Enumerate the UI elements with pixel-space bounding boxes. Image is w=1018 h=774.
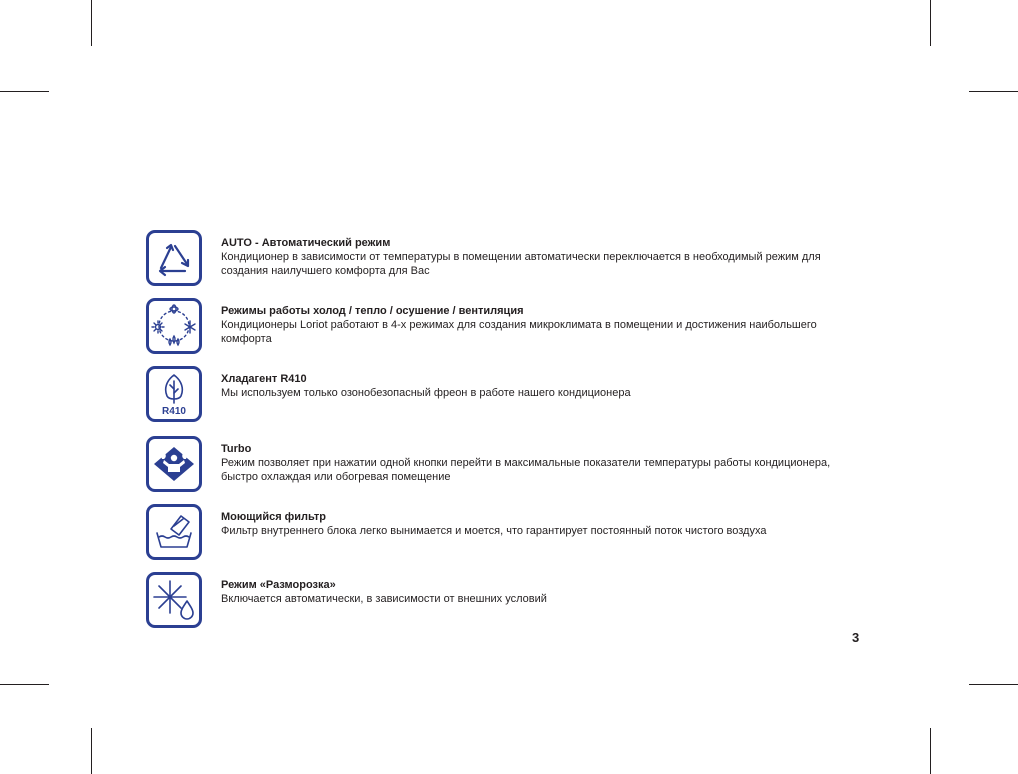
crop-mark-top-right-vertical xyxy=(930,0,931,46)
feature-description: Кондиционеры Loriot работают в 4-х режимах для создания микроклимата в помещении и достижения наибольшего комфорта xyxy=(221,319,817,345)
feature-description: Режим позволяет при нажатии одной кнопки перейти в максимальные показатели температуры работы кондиционера, быстро охлаждая или обогревая помещение xyxy=(221,457,831,483)
crop-mark-top-left-horizontal xyxy=(0,91,49,92)
feature-title: Режимы работы холод / тепло / осушение / вентиляция xyxy=(221,305,524,317)
crop-mark-top-left-vertical xyxy=(91,0,92,46)
feature-description: Мы используем только озонобезопасный фреон в работе нашего кондиционера xyxy=(221,387,631,399)
strongman-icon xyxy=(146,436,202,492)
feature-title: Моющийся фильтр xyxy=(221,511,326,523)
page-number: 3 xyxy=(852,630,860,645)
auto-cycle-icon xyxy=(146,230,202,286)
feature-description: Включается автоматически, в зависимости от внешних условий xyxy=(221,593,547,605)
crop-mark-bottom-left-horizontal xyxy=(0,684,49,685)
modes-icon xyxy=(146,298,202,354)
crop-mark-top-right-horizontal xyxy=(969,91,1018,92)
feature-title: Turbo xyxy=(221,443,252,455)
feature-title: Режим «Разморозка» xyxy=(221,579,336,591)
feature-title: Хладагент R410 xyxy=(221,373,307,385)
feature-description: Кондиционер в зависимости от температуры в помещении автоматически переключается в необходимый режим для создания наилучшего комфорта для Вас xyxy=(221,251,821,277)
crop-mark-bottom-right-vertical xyxy=(930,728,931,774)
svg-text:R410: R410 xyxy=(162,406,186,417)
washing-filter-icon xyxy=(146,504,202,560)
defrost-icon xyxy=(146,572,202,628)
crop-mark-bottom-left-vertical xyxy=(91,728,92,774)
leaf-icon xyxy=(146,366,202,422)
feature-description: Фильтр внутреннего блока легко вынимается и моется, что гарантирует постоянный поток чистого воздуха xyxy=(221,525,767,537)
feature-title: AUTO - Автоматический режим xyxy=(221,237,391,249)
crop-mark-bottom-right-horizontal xyxy=(969,684,1018,685)
